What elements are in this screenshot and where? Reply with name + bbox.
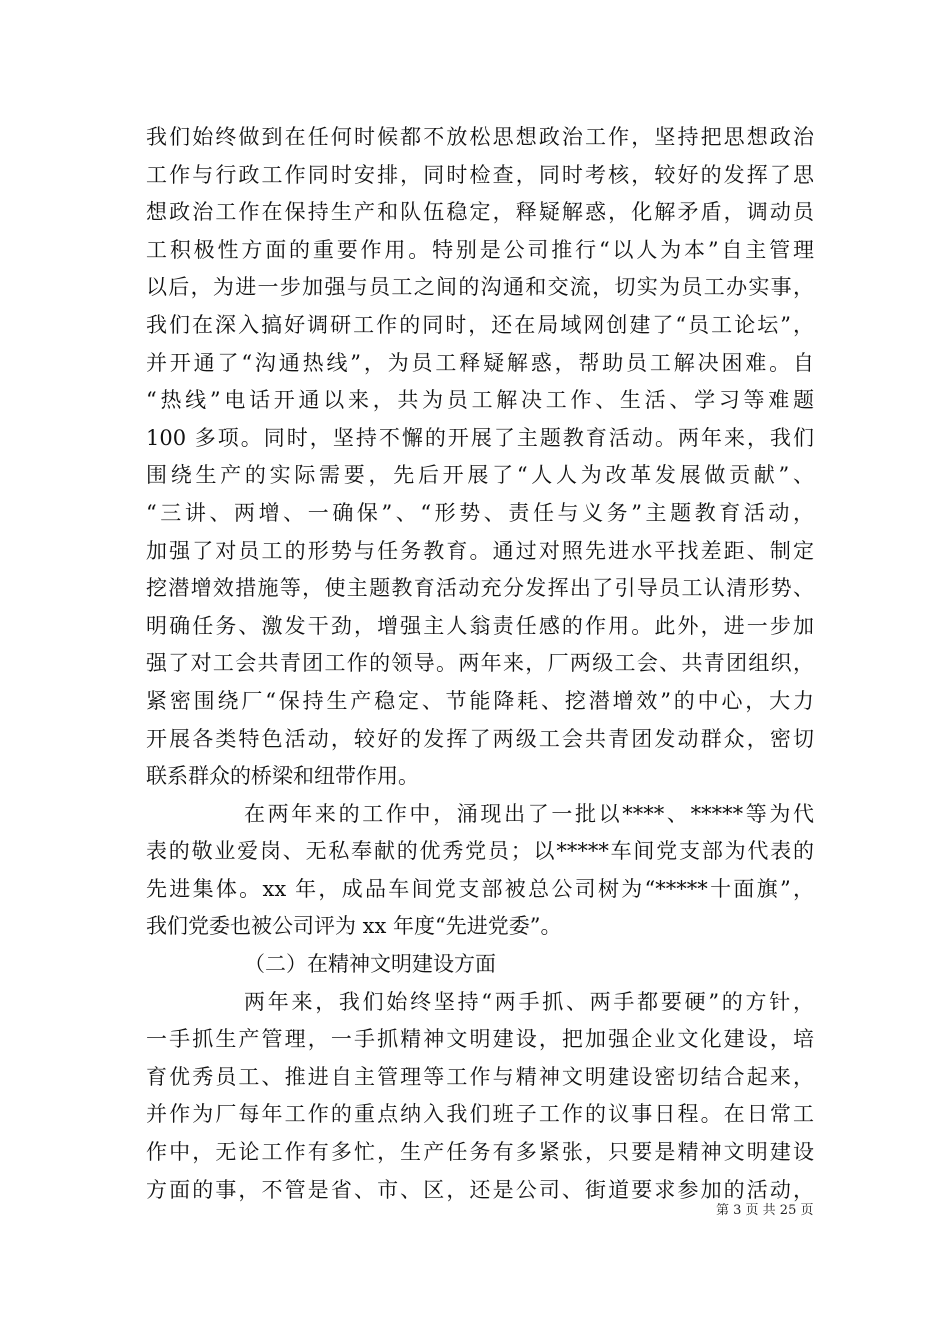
text-line: 先进集体。xx 年，成品车间党支部被总公司树为“*****十面旗”， — [146, 876, 814, 901]
text-line: 两年来，我们始终坚持“两手抓、两手都要硬”的方针， — [244, 989, 814, 1014]
text-line: 工作与行政工作同时安排，同时检查，同时考核，较好的发挥了思 — [146, 162, 814, 187]
text-line: 一手抓生产管理，一手抓精神文明建设，把加强企业文化建设，培 — [146, 1027, 814, 1052]
text-line: 我们在深入搞好调研工作的同时，还在局域网创建了“员工论坛”， — [146, 312, 814, 337]
document-body — [146, 119, 814, 1209]
text-line: 100 多项。同时，坚持不懈的开展了主题教育活动。两年来，我们 — [146, 425, 814, 450]
text-line: 想政治工作在保持生产和队伍稳定，释疑解惑，化解矛盾，调动员 — [146, 200, 814, 225]
text-line: 并开通了“沟通热线”，为员工释疑解惑，帮助员工解决困难。自 — [146, 350, 814, 375]
text-line: 我们党委也被公司评为 xx 年度“先进党委”。 — [146, 914, 562, 939]
text-line: 工积极性方面的重要作用。特别是公司推行“以人为本”自主管理 — [146, 237, 814, 262]
text-line: 并作为厂每年工作的重点纳入我们班子工作的议事日程。在日常工 — [146, 1102, 814, 1127]
text-line: 加强了对员工的形势与任务教育。通过对照先进水平找差距、制定 — [146, 538, 814, 563]
text-line: “热线”电话开通以来，共为员工解决工作、生活、学习等难题 — [146, 388, 814, 413]
text-line: 作中，无论工作有多忙，生产任务有多紧张，只要是精神文明建设 — [146, 1140, 814, 1165]
text-line: 方面的事，不管是省、市、区，还是公司、街道要求参加的活动， — [146, 1177, 814, 1202]
text-line: 联系群众的桥梁和纽带作用。 — [146, 764, 419, 789]
page-number-footer: 第 3 页 共 25 页 — [716, 1203, 814, 1218]
text-line: 育优秀员工、推进自主管理等工作与精神文明建设密切结合起来， — [146, 1064, 814, 1089]
text-line: 紧密围绕厂“保持生产稳定、节能降耗、挖潜增效”的中心，大力 — [146, 688, 814, 713]
text-line: 挖潜增效措施等，使主题教育活动充分发挥出了引导员工认清形势、 — [146, 576, 814, 601]
text-line: 我们始终做到在任何时候都不放松思想政治工作，坚持把思想政治 — [146, 125, 814, 149]
text-line: 强了对工会共青团工作的领导。两年来，厂两级工会、共青团组织， — [146, 651, 814, 676]
text-line: 明确任务、激发干劲，增强主人翁责任感的作用。此外，进一步加 — [146, 613, 814, 638]
section-heading: （二）在精神文明建设方面 — [244, 952, 496, 977]
text-line: 围绕生产的实际需要，先后开展了“人人为改革发展做贡献”、 — [146, 463, 814, 488]
text-line: “三讲、两增、一确保”、“形势、责任与义务”主题教育活动， — [146, 500, 814, 525]
text-line: 以后，为进一步加强与员工之间的沟通和交流，切实为员工办实事， — [146, 275, 814, 300]
text-line: 开展各类特色活动，较好的发挥了两级工会共青团发动群众，密切 — [146, 726, 814, 751]
text-line: 在两年来的工作中，涌现出了一批以****、*****等为代 — [244, 801, 814, 826]
text-line: 表的敬业爱岗、无私奉献的优秀党员；以*****车间党支部为代表的 — [146, 839, 814, 864]
